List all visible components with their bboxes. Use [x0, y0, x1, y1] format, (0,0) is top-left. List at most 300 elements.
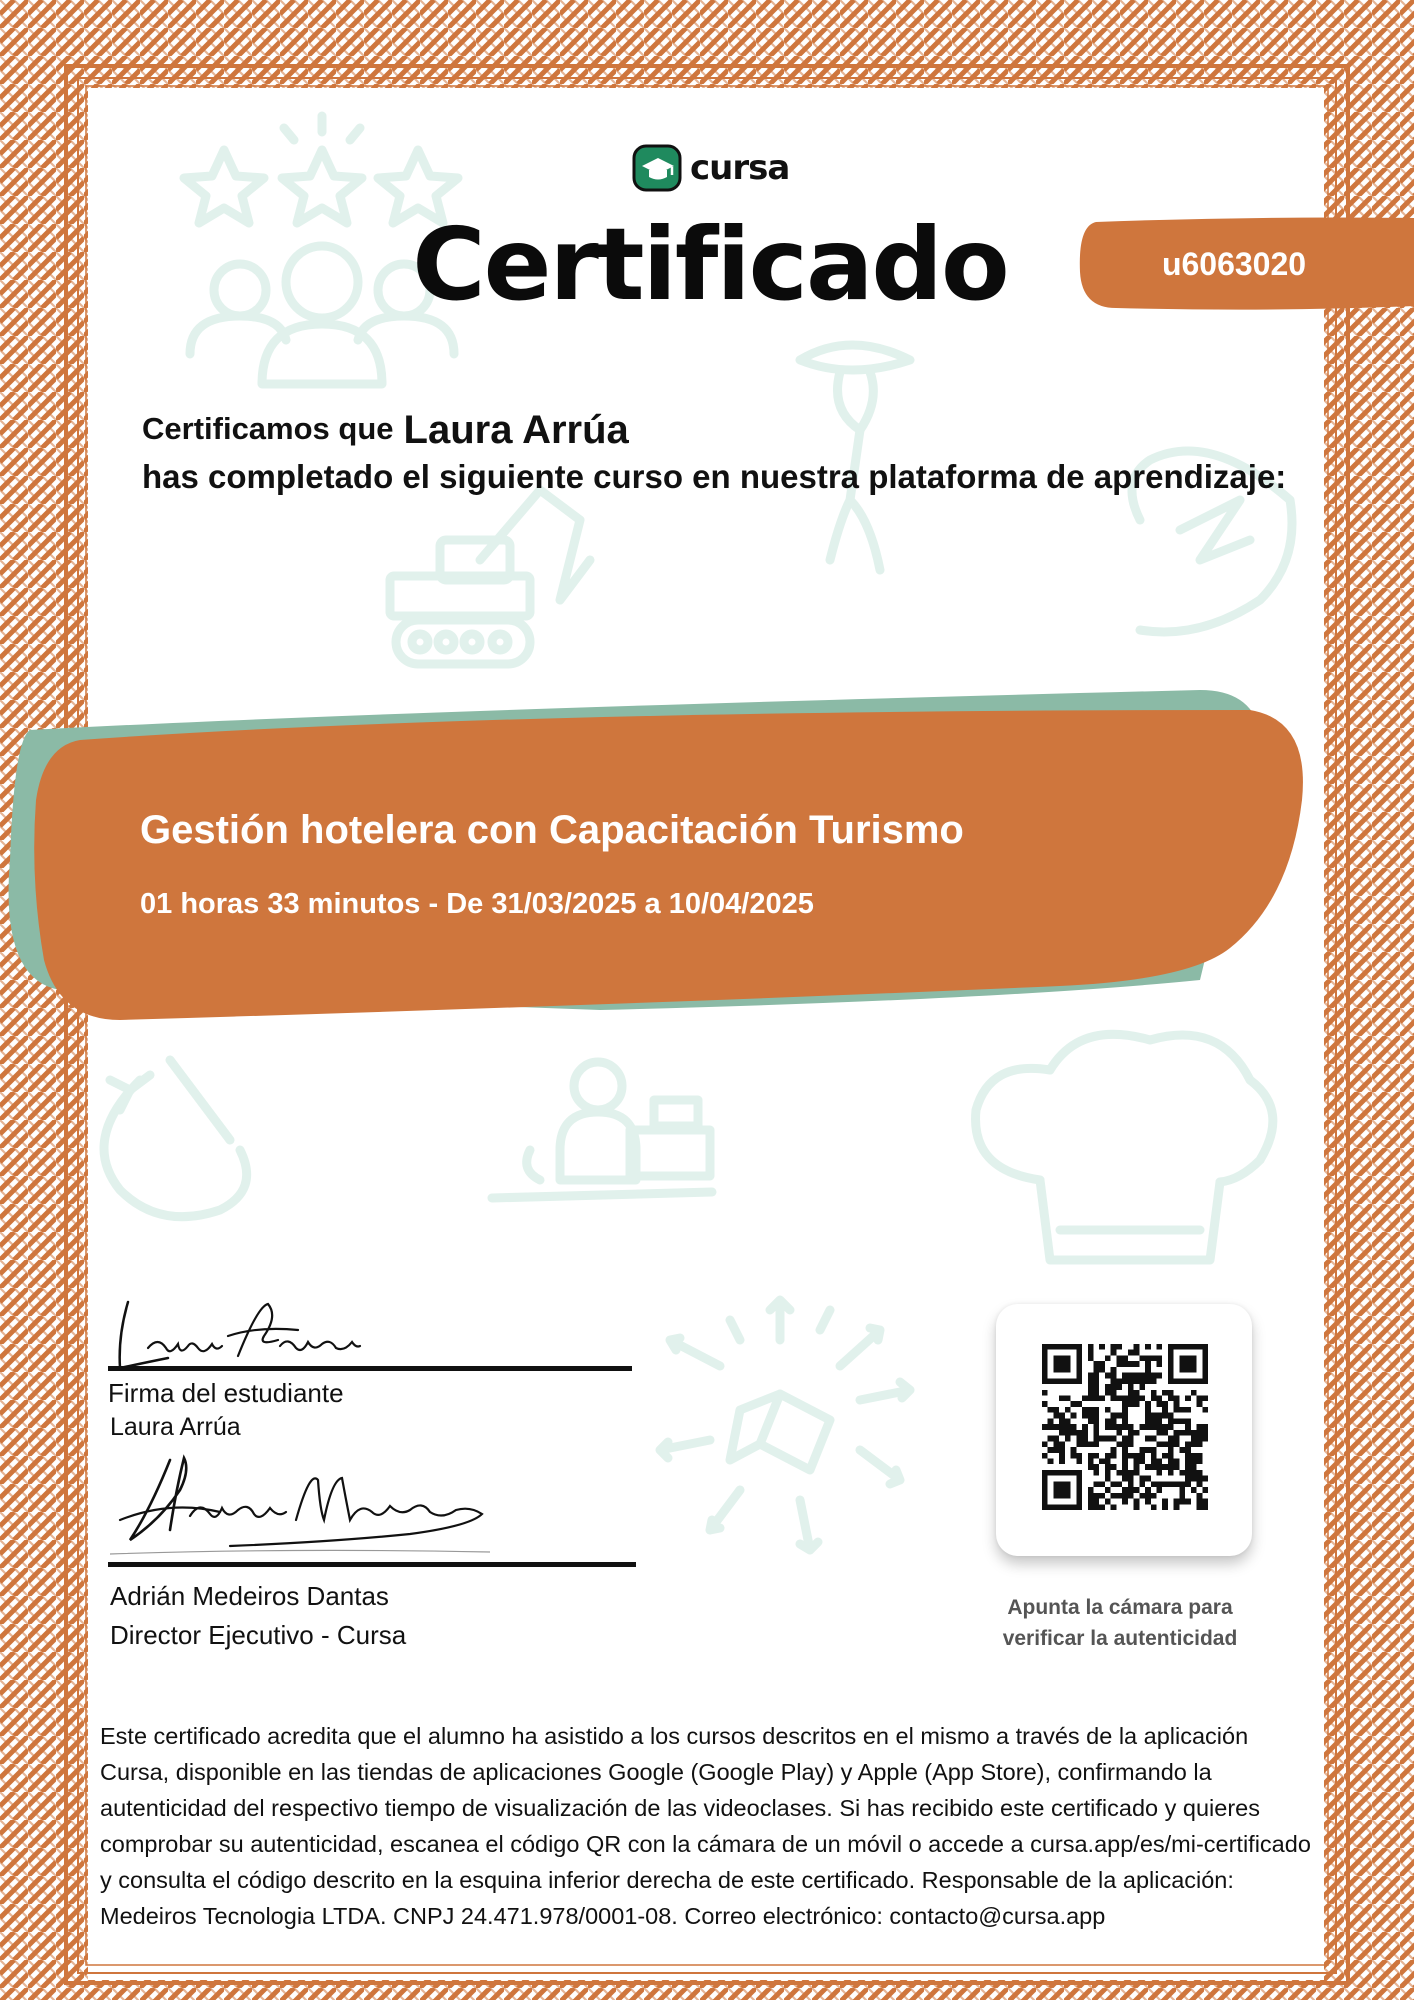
qr-module [1145, 1487, 1151, 1493]
qr-module [1156, 1430, 1162, 1436]
qr-module [1088, 1499, 1094, 1505]
qr-module [1094, 1430, 1100, 1436]
qr-module [1094, 1378, 1100, 1384]
qr-module [1111, 1384, 1117, 1390]
qr-module [1179, 1367, 1185, 1373]
qr-module [1145, 1464, 1151, 1470]
qr-module [1116, 1470, 1122, 1476]
qr-module [1128, 1378, 1134, 1384]
qr-module [1122, 1378, 1128, 1384]
qr-module [1162, 1499, 1168, 1505]
qr-module [1185, 1407, 1191, 1413]
qr-module [1145, 1499, 1151, 1505]
qr-module [1111, 1447, 1117, 1453]
qr-module [1174, 1430, 1180, 1436]
qr-module [1105, 1476, 1111, 1482]
qr-caption [960, 1592, 1280, 1654]
qr-module [1179, 1481, 1185, 1487]
certification-statement: has completado el siguiente curso en nuestra plataforma de aprendizaje: [142, 458, 1287, 495]
qr-module [1122, 1458, 1128, 1464]
qr-module [1197, 1476, 1203, 1482]
qr-module [1168, 1390, 1174, 1396]
certificate-code: u6063020 [1161, 246, 1307, 282]
qr-module [1094, 1441, 1100, 1447]
qr-module [1088, 1344, 1094, 1350]
qr-module [1134, 1458, 1140, 1464]
qr-module [1082, 1424, 1088, 1430]
qr-module [1134, 1401, 1140, 1407]
qr-module [1076, 1430, 1082, 1436]
qr-module [1174, 1407, 1180, 1413]
qr-module [1191, 1367, 1197, 1373]
qr-module [1076, 1504, 1082, 1510]
qr-module [1197, 1344, 1203, 1350]
qr-module [1197, 1470, 1203, 1476]
qr-module [1156, 1355, 1162, 1361]
qr-module [1197, 1430, 1203, 1436]
director-signature-line [108, 1562, 636, 1567]
qr-module [1151, 1418, 1157, 1424]
qr-module [1197, 1458, 1203, 1464]
qr-module [1065, 1470, 1071, 1476]
qr-module [1128, 1373, 1134, 1379]
qr-module [1168, 1436, 1174, 1442]
qr-module [1185, 1481, 1191, 1487]
qr-module [1145, 1367, 1151, 1373]
director-name: Adrián Medeiros Dantas [110, 1581, 389, 1611]
qr-module [1168, 1441, 1174, 1447]
qr-module [1156, 1441, 1162, 1447]
qr-module [1111, 1493, 1117, 1499]
qr-module [1122, 1464, 1128, 1470]
chef-hat-icon [976, 1034, 1273, 1260]
qr-module [1202, 1378, 1208, 1384]
qr-module [1099, 1396, 1105, 1402]
qr-module [1174, 1344, 1180, 1350]
qr-module [1105, 1499, 1111, 1505]
qr-module [1128, 1493, 1134, 1499]
qr-module [1111, 1390, 1117, 1396]
qr-module [1134, 1396, 1140, 1402]
qr-module [1197, 1493, 1203, 1499]
qr-module [1053, 1504, 1059, 1510]
qr-module [1179, 1418, 1185, 1424]
qr-module [1197, 1481, 1203, 1487]
qr-module [1059, 1418, 1065, 1424]
qr-module [1162, 1464, 1168, 1470]
qr-module [1122, 1418, 1128, 1424]
qr-module [1191, 1344, 1197, 1350]
qr-module [1162, 1401, 1168, 1407]
qr-module [1065, 1367, 1071, 1373]
course-banner [0, 680, 1320, 1050]
qr-module [1134, 1378, 1140, 1384]
qr-module [1197, 1441, 1203, 1447]
qr-module [1048, 1378, 1054, 1384]
qr-module [1059, 1441, 1065, 1447]
qr-module [1065, 1424, 1071, 1430]
qr-module [1174, 1418, 1180, 1424]
qr-module [1111, 1424, 1117, 1430]
qr-module [1071, 1344, 1077, 1350]
qr-module [1122, 1413, 1128, 1419]
qr-module [1168, 1470, 1174, 1476]
qr-module [1197, 1499, 1203, 1505]
qr-module [1174, 1441, 1180, 1447]
qr-module [1105, 1418, 1111, 1424]
qr-module [1042, 1481, 1048, 1487]
qr-module [1179, 1493, 1185, 1499]
qr-module [1202, 1355, 1208, 1361]
qr-module [1197, 1424, 1203, 1430]
qr-module [1116, 1413, 1122, 1419]
qr-module [1111, 1504, 1117, 1510]
qr-module [1053, 1378, 1059, 1384]
qr-module [1116, 1384, 1122, 1390]
qr-module [1042, 1350, 1048, 1356]
qr-module [1185, 1476, 1191, 1482]
qr-module [1134, 1430, 1140, 1436]
qr-module [1134, 1464, 1140, 1470]
student-name: Laura Arrúa [403, 408, 629, 452]
qr-module [1156, 1464, 1162, 1470]
qr-module [1191, 1487, 1197, 1493]
qr-module [1145, 1361, 1151, 1367]
qr-module [1082, 1413, 1088, 1419]
qr-module [1088, 1350, 1094, 1356]
qr-module [1122, 1493, 1128, 1499]
qr-module [1202, 1361, 1208, 1367]
qr-module [1053, 1367, 1059, 1373]
qr-module [1059, 1458, 1065, 1464]
qr-module [1191, 1441, 1197, 1447]
qr-module [1179, 1470, 1185, 1476]
qr-module [1197, 1504, 1203, 1510]
course-details: 01 horas 33 minutos - De 31/03/2025 a 10/04/2025 [140, 888, 814, 920]
qr-module [1094, 1390, 1100, 1396]
qr-module [1145, 1424, 1151, 1430]
qr-module [1065, 1396, 1071, 1402]
qr-module [1094, 1470, 1100, 1476]
qr-module [1094, 1361, 1100, 1367]
qr-module [1048, 1418, 1054, 1424]
qr-module [1116, 1430, 1122, 1436]
qr-module [1111, 1418, 1117, 1424]
qr-module [1059, 1355, 1065, 1361]
qr-module [1151, 1390, 1157, 1396]
qr-module [1139, 1378, 1145, 1384]
qr-module [1065, 1481, 1071, 1487]
qr-module [1168, 1396, 1174, 1402]
qr-module [1185, 1378, 1191, 1384]
qr-module [1094, 1396, 1100, 1402]
director-signature [110, 1450, 500, 1560]
qr-module [1105, 1458, 1111, 1464]
qr-module [1088, 1453, 1094, 1459]
qr-module [1059, 1470, 1065, 1476]
qr-module [1174, 1396, 1180, 1402]
qr-module [1185, 1464, 1191, 1470]
qr-module [1185, 1344, 1191, 1350]
qr-module [1071, 1447, 1077, 1453]
welder-icon [104, 1060, 247, 1217]
qr-module [1202, 1373, 1208, 1379]
qr-caption-line-2: verificar la autenticidad [1002, 1627, 1238, 1650]
qr-module [1111, 1344, 1117, 1350]
qr-module [1071, 1424, 1077, 1430]
qr-module [1168, 1458, 1174, 1464]
qr-module [1197, 1436, 1203, 1442]
qr-module [1105, 1436, 1111, 1442]
qr-module [1168, 1355, 1174, 1361]
qr-module [1076, 1350, 1082, 1356]
qr-module [1151, 1464, 1157, 1470]
qr-module [1099, 1481, 1105, 1487]
qr-module [1053, 1441, 1059, 1447]
qr-module [1042, 1344, 1048, 1350]
qr-module [1168, 1350, 1174, 1356]
qr-module [1168, 1447, 1174, 1453]
qr-module [1128, 1470, 1134, 1476]
qr-module [1065, 1504, 1071, 1510]
qr-module [1185, 1424, 1191, 1430]
qr-module [1076, 1453, 1082, 1459]
qr-module [1059, 1396, 1065, 1402]
qr-module [1088, 1493, 1094, 1499]
qr-module [1088, 1407, 1094, 1413]
qr-module [1076, 1378, 1082, 1384]
qr-module [1202, 1476, 1208, 1482]
qr-module [1179, 1344, 1185, 1350]
qr-module [1059, 1378, 1065, 1384]
qr-module [1185, 1418, 1191, 1424]
qr-module [1174, 1481, 1180, 1487]
qr-module [1174, 1464, 1180, 1470]
qr-module [1139, 1424, 1145, 1430]
qr-module [1151, 1436, 1157, 1442]
qr-module [1042, 1401, 1048, 1407]
qr-module [1099, 1436, 1105, 1442]
qr-module [1145, 1413, 1151, 1419]
qr-module [1065, 1487, 1071, 1493]
qr-module [1065, 1493, 1071, 1499]
qr-module [1105, 1407, 1111, 1413]
qr-module [1197, 1453, 1203, 1459]
qr-module [1191, 1458, 1197, 1464]
qr-module [1065, 1361, 1071, 1367]
qr-module [1094, 1413, 1100, 1419]
qr-module [1099, 1361, 1105, 1367]
graduation-cap-icon [632, 142, 684, 194]
qr-module [1059, 1344, 1065, 1350]
qr-module [1053, 1344, 1059, 1350]
qr-module [1185, 1453, 1191, 1459]
qr-module [1053, 1481, 1059, 1487]
qr-module [1128, 1361, 1134, 1367]
qr-module [1202, 1499, 1208, 1505]
qr-module [1145, 1418, 1151, 1424]
qr-module [1179, 1447, 1185, 1453]
qr-module [1191, 1355, 1197, 1361]
qr-module [1053, 1436, 1059, 1442]
qr-module [1151, 1373, 1157, 1379]
qr-module [1105, 1373, 1111, 1379]
qr-module [1185, 1447, 1191, 1453]
qr-module [1053, 1493, 1059, 1499]
qr-module [1059, 1413, 1065, 1419]
qr-module [1094, 1424, 1100, 1430]
qr-module [1071, 1401, 1077, 1407]
qr-module [1111, 1350, 1117, 1356]
qr-module [1156, 1401, 1162, 1407]
qr-module [1076, 1499, 1082, 1505]
qr-module [1179, 1430, 1185, 1436]
qr-module [1116, 1344, 1122, 1350]
qr-module [1162, 1481, 1168, 1487]
qr-module [1134, 1453, 1140, 1459]
qr-module [1191, 1361, 1197, 1367]
qr-module [1076, 1458, 1082, 1464]
qr-module [1076, 1367, 1082, 1373]
qr-module [1099, 1458, 1105, 1464]
qr-module [1128, 1390, 1134, 1396]
qr-module [1082, 1396, 1088, 1402]
qr-module [1162, 1407, 1168, 1413]
qr-module [1111, 1367, 1117, 1373]
course-title: Gestión hotelera con Capacitación Turismo [140, 808, 964, 852]
qr-module [1128, 1430, 1134, 1436]
qr-module [1128, 1441, 1134, 1447]
qr-module [1071, 1413, 1077, 1419]
qr-module [1094, 1504, 1100, 1510]
page-title: Certificado [412, 206, 1008, 323]
qr-module [1065, 1344, 1071, 1350]
qr-module [1076, 1493, 1082, 1499]
qr-module [1094, 1436, 1100, 1442]
qr-module [1185, 1361, 1191, 1367]
qr-module [1076, 1401, 1082, 1407]
qr-module [1134, 1361, 1140, 1367]
qr-module [1065, 1378, 1071, 1384]
qr-module [1094, 1418, 1100, 1424]
qr-module [1076, 1361, 1082, 1367]
qr-module [1122, 1424, 1128, 1430]
qr-module [1059, 1493, 1065, 1499]
qr-module [1116, 1441, 1122, 1447]
qr-module [1168, 1361, 1174, 1367]
qr-module [1042, 1367, 1048, 1373]
qr-module [1179, 1361, 1185, 1367]
qr-module [1197, 1396, 1203, 1402]
qr-module [1088, 1396, 1094, 1402]
qr-module [1059, 1430, 1065, 1436]
qr-module [1202, 1396, 1208, 1402]
qr-module [1099, 1344, 1105, 1350]
qr-module [1059, 1367, 1065, 1373]
qr-module [1059, 1447, 1065, 1453]
qr-module [1145, 1447, 1151, 1453]
qr-module [1156, 1424, 1162, 1430]
certification-lead: Certificamos que [142, 411, 394, 446]
qr-module [1111, 1464, 1117, 1470]
qr-module [1145, 1407, 1151, 1413]
qr-module [1134, 1487, 1140, 1493]
qr-module [1168, 1367, 1174, 1373]
qr-module [1048, 1424, 1054, 1430]
qr-module [1122, 1441, 1128, 1447]
qr-module [1099, 1493, 1105, 1499]
qr-module [1042, 1390, 1048, 1396]
qr-module [1048, 1407, 1054, 1413]
qr-module [1128, 1384, 1134, 1390]
qr-module [1191, 1453, 1197, 1459]
qr-module [1145, 1378, 1151, 1384]
qr-module [1156, 1418, 1162, 1424]
qr-module [1162, 1390, 1168, 1396]
qr-module [1145, 1493, 1151, 1499]
qr-module [1065, 1355, 1071, 1361]
qr-module [1122, 1436, 1128, 1442]
qr-module [1145, 1401, 1151, 1407]
student-signature-name: Laura Arrúa [110, 1413, 241, 1441]
qr-module [1156, 1487, 1162, 1493]
qr-module [1185, 1355, 1191, 1361]
qr-module [1197, 1401, 1203, 1407]
qr-module [1122, 1361, 1128, 1367]
qr-module [1111, 1396, 1117, 1402]
qr-module [1122, 1396, 1128, 1402]
qr-module [1145, 1355, 1151, 1361]
qr-module [1202, 1487, 1208, 1493]
qr-module [1094, 1481, 1100, 1487]
qr-module [1128, 1424, 1134, 1430]
qr-module [1185, 1499, 1191, 1505]
qr-module [1053, 1361, 1059, 1367]
qr-module [1076, 1344, 1082, 1350]
qr-module [1202, 1424, 1208, 1430]
qr-module [1042, 1493, 1048, 1499]
qr-module [1071, 1430, 1077, 1436]
qr-module [1111, 1436, 1117, 1442]
qr-module [1162, 1441, 1168, 1447]
qr-module [1197, 1378, 1203, 1384]
qr-module [1174, 1499, 1180, 1505]
qr-module [1191, 1390, 1197, 1396]
qr-module [1134, 1373, 1140, 1379]
qr-module [1088, 1458, 1094, 1464]
qr-module [1065, 1418, 1071, 1424]
qr-module [1111, 1453, 1117, 1459]
qr-module [1151, 1396, 1157, 1402]
qr-module [1099, 1504, 1105, 1510]
qr-module [1151, 1424, 1157, 1430]
qr-module [1088, 1504, 1094, 1510]
qr-module [1076, 1481, 1082, 1487]
qr-module [1076, 1441, 1082, 1447]
qr-module [1122, 1470, 1128, 1476]
qr-module [1042, 1361, 1048, 1367]
qr-module [1156, 1481, 1162, 1487]
qr-module [1088, 1464, 1094, 1470]
qr-module [1094, 1384, 1100, 1390]
qr-module [1156, 1458, 1162, 1464]
qr-module [1076, 1470, 1082, 1476]
qr-module [1076, 1373, 1082, 1379]
qr-module [1122, 1373, 1128, 1379]
qr-module [1145, 1344, 1151, 1350]
box-arrows-icon [660, 1300, 910, 1550]
qr-module [1105, 1453, 1111, 1459]
